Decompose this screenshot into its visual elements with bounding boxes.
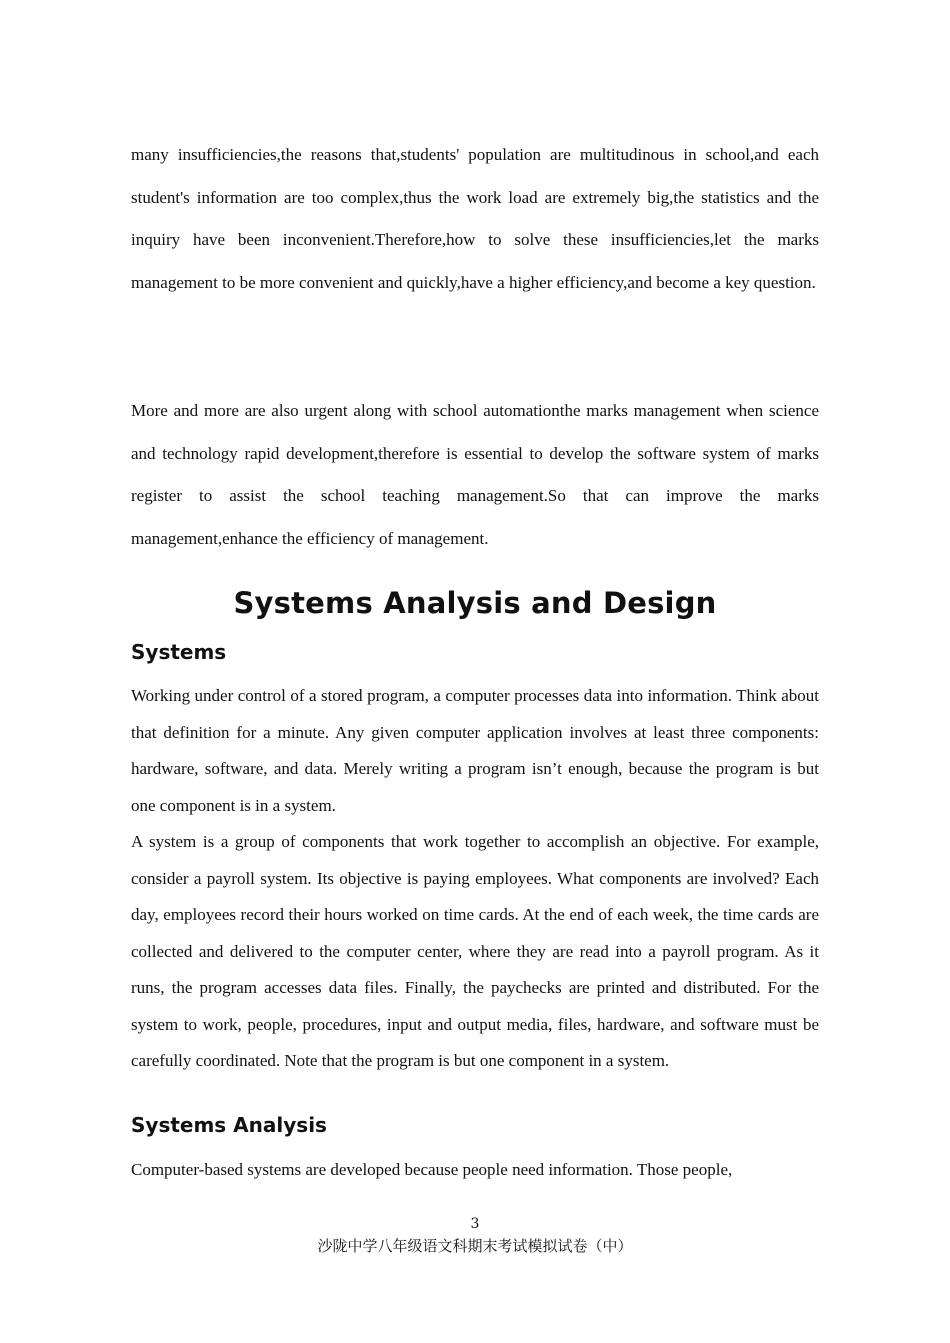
heading-systems: Systems bbox=[131, 640, 227, 664]
paragraph-automation: More and more are also urgent along with school automationthe marks management when science and technology rapid development,therefore is essential to develop the software system of marks register to assist the school teaching management.So that can improve the marks management,enhance the efficiency of management. bbox=[131, 401, 819, 549]
page-number: 3 bbox=[470, 1216, 480, 1232]
footer-caption: 沙陇中学八年级语文科期末考试模拟试卷（中） bbox=[317, 1237, 633, 1255]
paragraph-intro-continued: many insufficiencies,the reasons that,students' population are multitudinous in school,and each student's information are too complex,thus the work load are extremely big,the statistics and the inquiry have been inconvenient.Therefore,how to solve these insufficiencies,let the marks management to be more convenient and quickly,have a higher efficiency,and become a key question. bbox=[131, 145, 819, 293]
heading-systems-analysis: Systems Analysis bbox=[131, 1113, 327, 1137]
paragraph-systems-definition: Working under control of a stored program, a computer processes data into information. Think about that definition for a minute. Any given computer application involves at least three components: hardware, software, and data. Merely writing a program isn’t enough, because the program is but one component is in a system. bbox=[131, 686, 819, 815]
paragraph-payroll-example: A system is a group of components that work together to accomplish an objective. For example, consider a payroll system. Its objective is paying employees. What components are involved? Each day, employees record their hours worked on time cards. At the end of each week, the time cards are collected and delivered to the computer center, where they are read into a payroll program. As it runs, the program accesses data files. Finally, the paychecks are printed and distributed. For the system to work, people, procedures, input and output media, files, hardware, and software must be carefully coordinated. Note that the program is but one component in a system. bbox=[131, 832, 819, 1070]
section-title: Systems Analysis and Design bbox=[233, 586, 717, 620]
paragraph-systems-analysis: Computer-based systems are developed because people need information. Those people, bbox=[131, 1160, 733, 1179]
